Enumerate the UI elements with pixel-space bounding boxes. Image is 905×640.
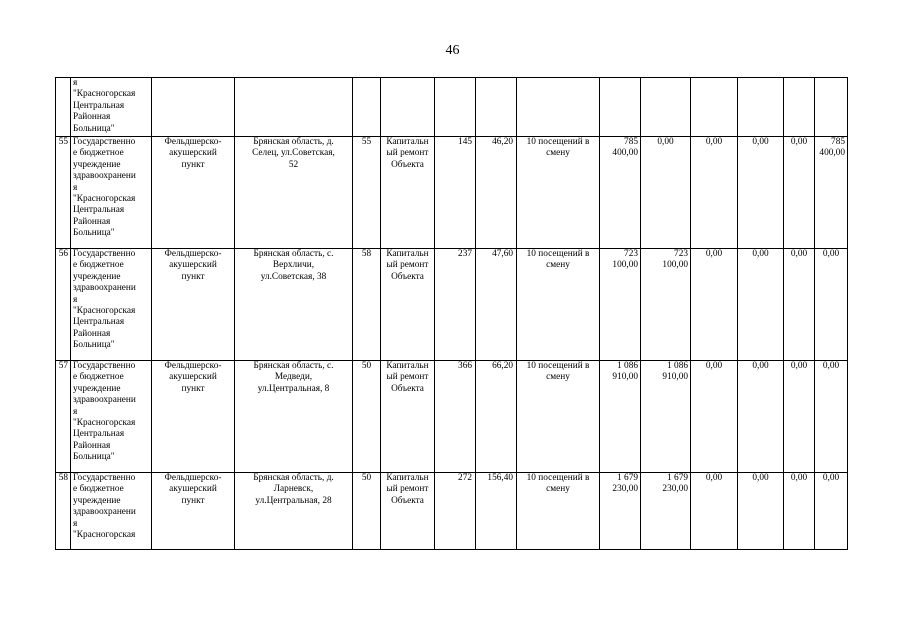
cell-col11: 0,00 xyxy=(691,249,738,361)
cell-col10: 723 100,00 xyxy=(641,249,691,361)
cell-col11: 0,00 xyxy=(691,361,738,473)
cell-col13: 0,00 xyxy=(784,249,815,361)
cell-work-type: Капитальн ый ремонт Объекта xyxy=(381,249,435,361)
cell-col10: 1 086 910,00 xyxy=(641,361,691,473)
cell-facility-type: Фельдшерско- акушерский пункт xyxy=(152,249,235,361)
cell-col12: 0,00 xyxy=(738,249,784,361)
cell-address xyxy=(235,78,353,137)
cell-col4: 58 xyxy=(353,249,381,361)
cell-address: Брянская область, д. Селец, ул.Советская, 52 xyxy=(235,137,353,249)
cell-col7 xyxy=(476,78,517,137)
cell-total: 785 400,00 xyxy=(600,137,641,249)
cell-num: 55 xyxy=(56,137,71,249)
cell-col14: 0,00 xyxy=(815,249,848,361)
cell-total xyxy=(600,78,641,137)
cell-col4: 55 xyxy=(353,137,381,249)
table-row xyxy=(56,473,848,550)
cell-col12: 0,00 xyxy=(738,473,784,550)
cell-organization: Государственно е бюджетное учреждение здравоохранени я "Красногорская Центральная Районная Больница" xyxy=(71,361,152,473)
cell-facility-type: Фельдшерско- акушерский пункт xyxy=(152,361,235,473)
cell-organization: Государственно е бюджетное учреждение здравоохранени я "Красногорская xyxy=(71,473,152,550)
cell-num xyxy=(56,78,71,137)
cell-col6: 145 xyxy=(435,137,476,249)
cell-address: Брянская область, с. Медведи, ул.Центральная, 8 xyxy=(235,361,353,473)
cell-organization: я "Красногорская Центральная Районная Больница" xyxy=(71,78,152,137)
cell-col6: 237 xyxy=(435,249,476,361)
cell-col14: 0,00 xyxy=(815,361,848,473)
cell-col10: 0,00 xyxy=(641,137,691,249)
table-row xyxy=(56,361,848,473)
cell-facility-type xyxy=(152,78,235,137)
cell-col7: 156,40 xyxy=(476,473,517,550)
cell-capacity xyxy=(517,78,600,137)
cell-address: Брянская область, с. Верхличи, ул.Советская, 38 xyxy=(235,249,353,361)
cell-col13: 0,00 xyxy=(784,137,815,249)
cell-col11 xyxy=(691,78,738,137)
cell-col4 xyxy=(353,78,381,137)
cell-col10: 1 679 230,00 xyxy=(641,473,691,550)
cell-col7: 66,20 xyxy=(476,361,517,473)
cell-col6: 272 xyxy=(435,473,476,550)
cell-col11: 0,00 xyxy=(691,473,738,550)
cell-total: 1 086 910,00 xyxy=(600,361,641,473)
cell-col13: 0,00 xyxy=(784,473,815,550)
cell-capacity: 10 посещений в смену xyxy=(517,249,600,361)
cell-col6 xyxy=(435,78,476,137)
cell-col4: 50 xyxy=(353,361,381,473)
cell-col12: 0,00 xyxy=(738,137,784,249)
cell-capacity: 10 посещений в смену xyxy=(517,473,600,550)
cell-col13 xyxy=(784,78,815,137)
cell-organization: Государственно е бюджетное учреждение здравоохранени я "Красногорская Центральная Районная Больница" xyxy=(71,137,152,249)
cell-col14: 785 400,00 xyxy=(815,137,848,249)
cell-col13: 0,00 xyxy=(784,361,815,473)
cell-num: 57 xyxy=(56,361,71,473)
cell-organization: Государственно е бюджетное учреждение здравоохранени я "Красногорская Центральная Районная Больница" xyxy=(71,249,152,361)
cell-col7: 46,20 xyxy=(476,137,517,249)
cell-total: 723 100,00 xyxy=(600,249,641,361)
cell-col4: 50 xyxy=(353,473,381,550)
cell-col7: 47,60 xyxy=(476,249,517,361)
cell-work-type xyxy=(381,78,435,137)
cell-facility-type: Фельдшерско- акушерский пункт xyxy=(152,137,235,249)
cell-col11: 0,00 xyxy=(691,137,738,249)
cell-capacity: 10 посещений в смену xyxy=(517,137,600,249)
continuation-row xyxy=(56,78,848,137)
page-number: 46 xyxy=(445,43,460,58)
cell-num: 58 xyxy=(56,473,71,550)
cell-facility-type: Фельдшерско- акушерский пункт xyxy=(152,473,235,550)
cell-col14 xyxy=(815,78,848,137)
cell-work-type: Капитальн ый ремонт Объекта xyxy=(381,361,435,473)
cell-col10 xyxy=(641,78,691,137)
cell-total: 1 679 230,00 xyxy=(600,473,641,550)
cell-capacity: 10 посещений в смену xyxy=(517,361,600,473)
cell-num: 56 xyxy=(56,249,71,361)
facilities-table xyxy=(55,77,848,550)
cell-work-type: Капитальн ый ремонт Объекта xyxy=(381,137,435,249)
cell-col12 xyxy=(738,78,784,137)
cell-col12: 0,00 xyxy=(738,361,784,473)
table-row xyxy=(56,249,848,361)
table-row xyxy=(56,137,848,249)
cell-col6: 366 xyxy=(435,361,476,473)
cell-col14: 0,00 xyxy=(815,473,848,550)
cell-address: Брянская область, д. Ларневск, ул.Центральная, 28 xyxy=(235,473,353,550)
cell-work-type: Капитальн ый ремонт Объекта xyxy=(381,473,435,550)
